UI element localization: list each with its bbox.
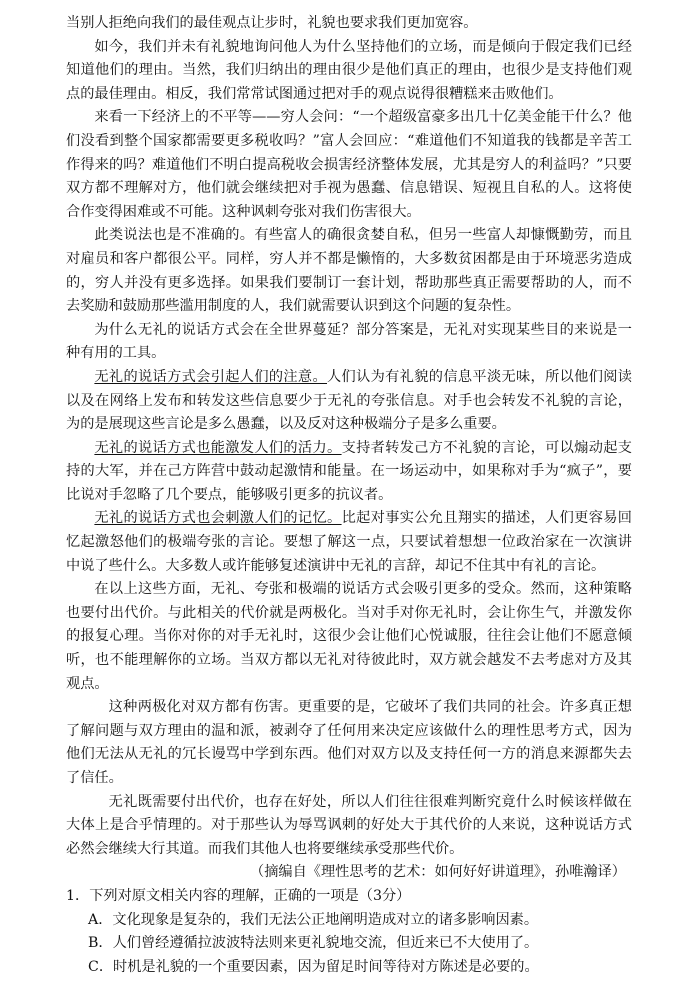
paragraph-9: 在以上这些方面，无礼、夸张和极端的说话方式会吸引更多的受众。然而，这种策略也要付出代价。与此相关的代价就是两极化。当对手对你无礼时，会让你生气，并激发你的报复心理。当你对你的对手无礼时，这很少会让他们心悦诚服，往往会让他们不愿意倾听，也不能理解你的立场。当双方都以无礼对待彼此时，双方就会越发不去考虑对方及其观点。 bbox=[66, 581, 632, 692]
paragraph-2: 如今，我们并未有礼貌地询问他人为什么坚持他们的立场，而是倾向于假定我们已经知道他们的理由。当然，我们归纳出的理由很少是他们真正的理由，也很少是支持他们观点的最佳理由。相反，我们常常试图通过把对手的观点说得很糟糕来击败他们。 bbox=[66, 38, 632, 102]
question-stem: 1．下列对原文相关内容的理解，正确的一项是（3分） bbox=[66, 887, 411, 904]
underlined-claim: 无礼的说话方式会引起人们的注意。 bbox=[94, 368, 328, 385]
paragraph-1: 当别人拒绝向我们的最佳观点让步时，礼貌也要求我们更加宽容。 bbox=[66, 15, 478, 31]
paragraph-7 bbox=[66, 437, 632, 508]
underlined-claim: 无礼的说话方式也能激发人们的活力。 bbox=[94, 439, 342, 456]
paragraph-body: 比起对事实公允且翔实的描述，人们更容易回忆起激怒他们的极端夸张的言论。要想了解这一点，只要试着想想一位政治家在一次演讲中说了些什么。大多数人或许能够复述演讲中无礼的言辞，却记不住其中有礼的言论。 bbox=[66, 510, 632, 574]
paragraph-10: 这种两极化对双方都有伤害。更重要的是，它破坏了我们共同的社会。许多真正想了解问题与双方理由的温和派，被剥夺了任何用来决定应该做什么的理性思考方式，因为他们无法从无礼的冗长谩骂中学到东西。他们对双方以及支持任何一方的消息来源都失去了信任。 bbox=[66, 699, 632, 786]
paragraph-body: 人们认为有礼貌的信息平淡无味，所以他们阅读以及在网络上发布和转发这些信息要少于无礼的夸张信息。对手也会转发不礼貌的言论，为的是展现这些言论是多么愚蠢，以及反对这种极端分子是多么重要。 bbox=[66, 368, 632, 433]
paragraph-body: 支持者转发己方不礼貌的言论，可以煽动起支持的大军，并在己方阵营中鼓动起激情和能量。在一场运动中，如果称对手为“疯子”，要比说对手忽略了几个要点，能够吸引更多的抗议者。 bbox=[66, 439, 632, 503]
paragraph-6 bbox=[66, 366, 632, 437]
paragraph-3: 来看一下经济上的不平等——穷人会问：“一个超级富豪多出几十亿美金能干什么？他们没看到整个国家都需要更多税收吗？”富人会回应：“难道他们不知道我的钱都是辛苦工作得来的吗？难道他们不明白提高税收会损害经济整体发展，尤其是穷人的利益吗？”只要双方都不理解对方，他们就会继续把对手视为愚蠢、信息错误、短视且自私的人。这将使合作变得困难或不可能。这种讽刺夸张对我们伤害很大。 bbox=[66, 109, 632, 220]
option-a: A．文化现象是复杂的，我们无法公正地阐明造成对立的诸多影响因素。 bbox=[88, 911, 539, 928]
option-c: C．时机是礼貌的一个重要因素，因为留足时间等待对方陈述是必要的。 bbox=[88, 958, 539, 975]
option-b: B．人们曾经遵循拉波波特法则来更礼貌地交流，但近来已不大使用了。 bbox=[88, 935, 539, 952]
paragraph-4: 此类说法也是不准确的。有些富人的确很贪婪自私，但另一些富人却慷慨勤劳，而且对雇员和客户都很公平。同样，穷人并不都是懒惰的，大多数贫困都是由于环境恶劣造成的，穷人并没有更多选择。如果我们要制订一套计划，帮助那些真正需要帮助的人，而不去奖励和鼓励那些滥用制度的人，我们就需要认识到这个问题的复杂性。 bbox=[66, 227, 632, 315]
document-page bbox=[66, 12, 632, 979]
underlined-claim: 无礼的说话方式也会刺激人们的记忆。 bbox=[94, 510, 342, 527]
paragraph-8 bbox=[66, 507, 632, 578]
paragraph-5: 为什么无礼的说话方式会在全世界蔓延？部分答案是，无礼对实现某些目的来说是一种有用的工具。 bbox=[66, 321, 632, 362]
source-citation: （摘编自《理性思考的艺术：如何好好讲道理》，孙唯瀚译） bbox=[250, 864, 626, 881]
paragraph-11: 无礼既需要付出代价，也存在好处，所以人们往往很难判断究竟什么时候该样做在大体上是合乎情理的。对于那些认为辱骂讽刺的好处大于其代价的人来说，这种说话方式必然会继续大行其道。而我们其他人也将要继续承受那些代价。 bbox=[66, 793, 632, 857]
